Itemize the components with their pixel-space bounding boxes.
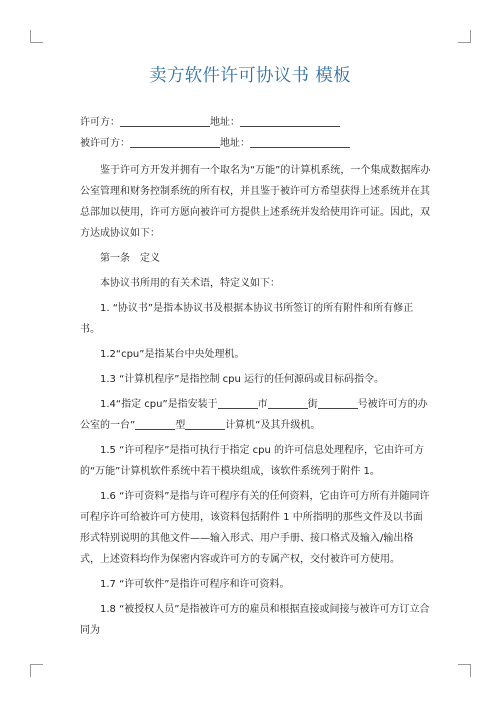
- crop-mark-top-left: [30, 30, 43, 43]
- article1-intro: 本协议书所用的有关术语，特定义如下：: [100, 278, 280, 289]
- model-blank[interactable]: [135, 417, 175, 430]
- crop-mark-top-right: [458, 30, 471, 43]
- definition-1: 1. “协议书”是指本协议书及根据本协议书所签订的所有附件和所有修正书。: [80, 303, 414, 335]
- definition-1-7: 1.7 “许可软件”是指许可程序和许可资料。: [100, 579, 290, 590]
- licensee-label: 被许可方：: [80, 138, 130, 149]
- document-body: [80, 112, 432, 641]
- city-blank[interactable]: [218, 396, 258, 409]
- preamble-paragraph: 鉴于许可方开发并拥有一个取名为“万能”的计算机系统，一个集成数据库办公室管理和财务控制系统的所有权，并且鉴于被许可方希望获得上述系统并在其总部加以使用，许可方愿向被许可方提供上述系统并发给使用许可证。因此，双方达成协议如下：: [80, 165, 431, 239]
- definition-1-4: [80, 394, 432, 436]
- def-1-4-text-a: 1.4“指定 cpu”是指安装于: [100, 399, 218, 410]
- crop-mark-bottom-right: [458, 664, 471, 677]
- definition-1-5: 1.5 “许可程序”是指可执行于指定 cpu 的许可信息处理程序，它由许可方的“万能”计算机软件系统中若干模块组成，该软件系统列于附件 1。: [80, 445, 424, 477]
- licensee-blank[interactable]: [130, 135, 220, 148]
- definition-1-6: 1.6 “许可资料”是指与许可程序有关的任何资料，它由许可方所有并随同许可程序许可给被许可方使用，该资料包括附件 1 中所指明的那些文件及以书面形式特别说明的其他文件——输入形式、用户手册、接口格式及输入/输出格式，上述资料均作为保密内容或许可方的专属产权，交付被许可方使用。: [80, 491, 430, 565]
- article1-heading: 第一条 定义: [100, 253, 160, 264]
- computer-blank[interactable]: [185, 417, 225, 430]
- licensee-address-blank[interactable]: [250, 135, 350, 148]
- licensor-line: [80, 112, 432, 133]
- licensor-label: 许可方：: [80, 117, 120, 128]
- definition-1-8: 1.8 “被授权人员”是指被许可方的雇员和根据直接或间接与被许可方订立合同为: [80, 604, 430, 636]
- def-1-4-text-c: 街: [307, 399, 318, 410]
- number-blank[interactable]: [318, 396, 358, 409]
- def-1-4-text-e: 型: [175, 420, 186, 431]
- def-1-4-text-f: 计算机”及其升级机。: [225, 420, 321, 431]
- definition-1-3: 1.3 “计算机程序”是指控制 cpu 运行的任何源码或目标码指令。: [100, 374, 384, 385]
- licensor-address-label: 地址：: [210, 117, 240, 128]
- licensee-address-label: 地址：: [220, 138, 250, 149]
- definition-1-2: 1.2“cpu”是指某台中央处理机。: [100, 349, 245, 360]
- licensor-address-blank[interactable]: [240, 114, 340, 127]
- licensor-blank[interactable]: [120, 114, 210, 127]
- licensee-line: [80, 133, 432, 154]
- document-title: 卖方软件许可协议书 模板: [149, 66, 351, 86]
- crop-mark-bottom-left: [30, 664, 43, 677]
- def-1-4-text-b: 市: [257, 399, 268, 410]
- street-blank[interactable]: [268, 396, 308, 409]
- def-1-4-text-d: 号被许可方的办公室的一台”: [80, 399, 428, 431]
